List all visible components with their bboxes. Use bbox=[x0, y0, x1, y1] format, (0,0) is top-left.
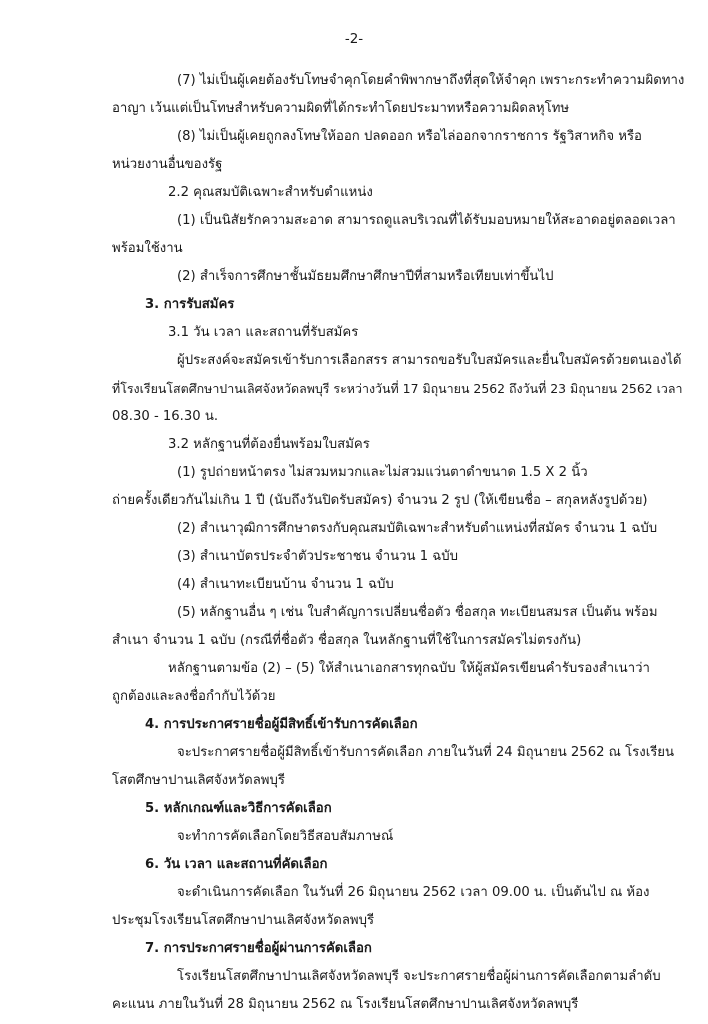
item-7-line-1: (7) ไม่เป็นผู้เคยต้องรับโทษจำคุกโดยคำพิพากษาถึงที่สุดให้จำคุก เพราะกระทำความผิดทาง bbox=[177, 73, 685, 88]
section-5-line: จะทำการคัดเลือกโดยวิธีสอบสัมภาษณ์ bbox=[177, 829, 394, 844]
item-8-line-1: (8) ไม่เป็นผู้เคยถูกลงโทษให้ออก ปลดออก หรือไล่ออกจากราชการ รัฐวิสาหกิจ หรือ bbox=[177, 129, 642, 144]
section-7-line-2: คะแนน ภายในวันที่ 28 มิถุนายน 2562 ณ โรงเรียนโสตศึกษาปานเลิศจังหวัดลพบุรี bbox=[112, 997, 579, 1012]
doc-4-line: (4) สำเนาทะเบียนบ้าน จำนวน 1 ฉบับ bbox=[177, 577, 394, 592]
application-line-1: ผู้ประสงค์จะสมัครเข้ารับการเลือกสรร สามารถขอรับใบสมัครและยื่นใบสมัครด้วยตนเองได้ bbox=[177, 353, 682, 368]
application-line-2: ที่โรงเรียนโสตศึกษาปานเลิศจังหวัดลพบุรี ระหว่างวันที่ 17 มิถุนายน 2562 ถึงวันที่ 23 มิถุนายน 2562 เวลา bbox=[112, 381, 683, 396]
section-4-line-2: โสตศึกษาปานเลิศจังหวัดลพบุรี bbox=[112, 773, 285, 788]
spec-1-line-1: (1) เป็นนิสัยรักความสะอาด สามารถดูแลบริเวณที่ได้รับมอบหมายให้สะอาดอยู่ตลอดเวลา bbox=[177, 213, 676, 228]
application-line-3: 08.30 - 16.30 น. bbox=[112, 409, 219, 424]
item-7-line-2: อาญา เว้นแต่เป็นโทษสำหรับความผิดที่ได้กระทำโดยประมาทหรือความผิดลหุโทษ bbox=[112, 101, 570, 116]
doc-5-line-1: (5) หลักฐานอื่น ๆ เช่น ใบสำคัญการเปลี่ยนชื่อตัว ชื่อสกุล ทะเบียนสมรส เป็นต้น พร้อม bbox=[177, 605, 658, 620]
spec-2-line: (2) สำเร็จการศึกษาชั้นมัธยมศึกษาศึกษาปีที่สามหรือเทียบเท่าขึ้นไป bbox=[177, 269, 554, 284]
section-3-heading: 3. การรับสมัคร bbox=[145, 297, 235, 312]
doc-2-line: (2) สำเนาวุฒิการศึกษาตรงกับคุณสมบัติเฉพาะสำหรับตำแหน่งที่สมัคร จำนวน 1 ฉบับ bbox=[177, 521, 658, 536]
section-3-1-heading: 3.1 วัน เวลา และสถานที่รับสมัคร bbox=[168, 325, 359, 340]
doc-3-line: (3) สำเนาบัตรประจำตัวประชาชน จำนวน 1 ฉบับ bbox=[177, 549, 459, 564]
section-7-heading: 7. การประกาศรายชื่อผู้ผ่านการคัดเลือก bbox=[145, 941, 372, 956]
page-number: -2- bbox=[344, 31, 364, 47]
section-6-heading: 6. วัน เวลา และสถานที่คัดเลือก bbox=[145, 857, 328, 872]
spec-1-line-2: พร้อมใช้งาน bbox=[112, 241, 183, 256]
certify-note-line-2: ถูกต้องและลงชื่อกำกับไว้ด้วย bbox=[112, 689, 276, 704]
section-4-heading: 4. การประกาศรายชื่อผู้มีสิทธิ์เข้ารับการคัดเลือก bbox=[145, 717, 418, 732]
section-7-line-1: โรงเรียนโสตศึกษาปานเลิศจังหวัดลพบุรี จะประกาศรายชื่อผู้ผ่านการคัดเลือกตามลำดับ bbox=[177, 969, 661, 984]
doc-1-line-2: ถ่ายครั้งเดียวกันไม่เกิน 1 ปี (นับถึงวันปิดรับสมัคร) จำนวน 2 รูป (ให้เขียนชื่อ – สกุลหลังรูปด้วย) bbox=[112, 493, 648, 508]
section-6-line-1: จะดำเนินการคัดเลือก ในวันที่ 26 มิถุนายน 2562 เวลา 09.00 น. เป็นต้นไป ณ ห้อง bbox=[177, 885, 650, 900]
section-4-line-1: จะประกาศรายชื่อผู้มีสิทธิ์เข้ารับการคัดเลือก ภายในวันที่ 24 มิถุนายน 2562 ณ โรงเรียน bbox=[177, 745, 675, 760]
section-3-2-heading: 3.2 หลักฐานที่ต้องยื่นพร้อมใบสมัคร bbox=[168, 437, 370, 452]
doc-1-line-1: (1) รูปถ่ายหน้าตรง ไม่สวมหมวกและไม่สวมแว่นตาดำขนาด 1.5 X 2 นิ้ว bbox=[177, 465, 588, 480]
section-6-line-2: ประชุมโรงเรียนโสตศึกษาปานเลิศจังหวัดลพบุรี bbox=[112, 913, 375, 928]
item-8-line-2: หน่วยงานอื่นของรัฐ bbox=[112, 157, 223, 172]
doc-5-line-2: สำเนา จำนวน 1 ฉบับ (กรณีที่ชื่อตัว ชื่อสกุล ในหลักฐานที่ใช้ในการสมัครไม่ตรงกัน) bbox=[112, 633, 582, 648]
section-2-2-heading: 2.2 คุณสมบัติเฉพาะสำหรับตำแหน่ง bbox=[168, 185, 373, 200]
certify-note-line-1: หลักฐานตามข้อ (2) – (5) ให้สำเนาเอกสารทุกฉบับ ให้ผู้สมัครเขียนคำรับรองสำเนาว่า bbox=[168, 661, 650, 676]
section-5-heading: 5. หลักเกณฑ์และวิธีการคัดเลือก bbox=[145, 801, 332, 816]
